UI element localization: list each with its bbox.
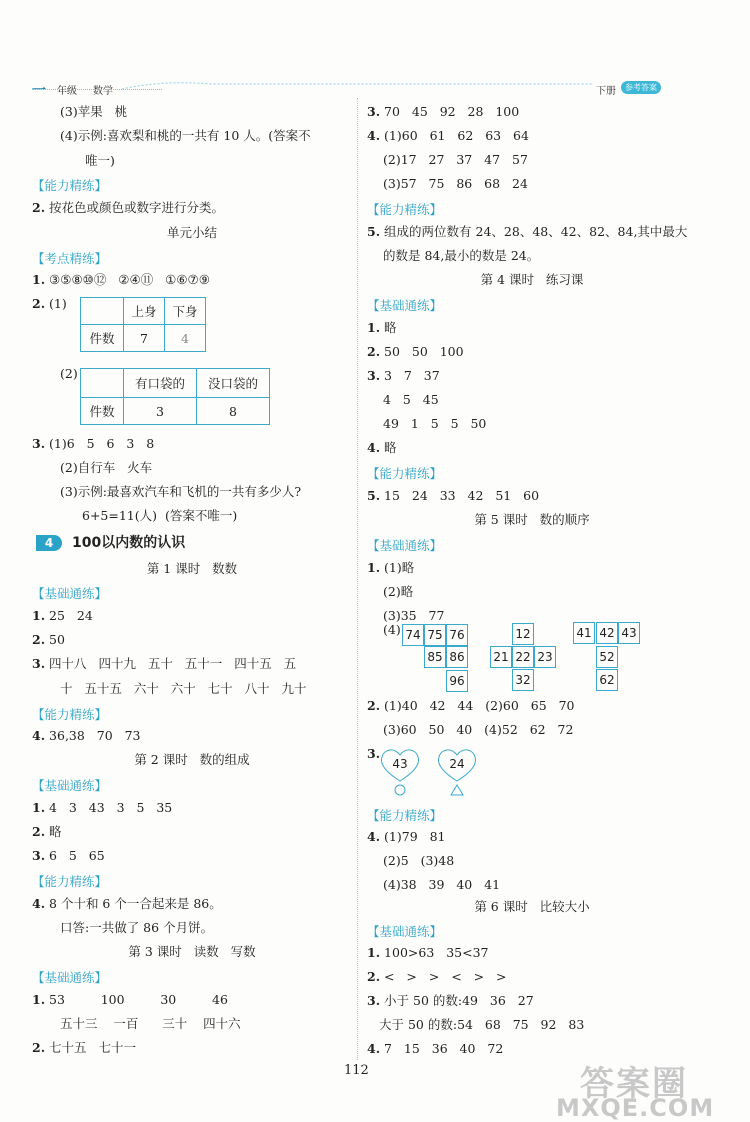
left-item: 4. 8 个十和 6 个一合起来是 86。 bbox=[32, 896, 222, 911]
left-item: 2. 略 bbox=[32, 824, 62, 839]
watermark-url: MXQE.COM bbox=[556, 1094, 715, 1122]
section-heading: 【能力精练】 bbox=[32, 874, 108, 889]
right-item: 1. (1)略 bbox=[367, 560, 415, 575]
unit-heading bbox=[36, 532, 185, 552]
table-header: 有口袋的 bbox=[124, 369, 197, 398]
lesson-title: 第 3 课时 读数 写数 bbox=[128, 944, 256, 959]
table-header: 没口袋的 bbox=[197, 369, 270, 398]
table-cell bbox=[81, 298, 124, 325]
number-grid-cell: 74 bbox=[402, 624, 424, 646]
table-header: 下身 bbox=[165, 298, 206, 325]
left-line-3: 唯一) bbox=[85, 153, 115, 168]
watermark-logo: 答案圈 bbox=[580, 1064, 688, 1104]
number-grid-cell: 85 bbox=[424, 646, 446, 668]
left-item: 2. 50 bbox=[32, 632, 65, 647]
right-item: 2. (1)40 42 44 (2)60 65 70 bbox=[367, 698, 575, 713]
left-item: 4. 36,38 70 73 bbox=[32, 728, 141, 743]
right-item: 2. < > > < > > bbox=[367, 969, 507, 984]
left-line: (2)自行车 火车 bbox=[60, 460, 153, 475]
left-line-1: (3)苹果 桃 bbox=[60, 104, 128, 119]
heart-number: 43 bbox=[392, 757, 408, 771]
unit-title: 100以内数的认识 bbox=[71, 535, 186, 551]
table-header: 上身 bbox=[124, 298, 165, 325]
right-item: 5. 15 24 33 42 51 60 bbox=[367, 488, 540, 503]
left-item: 3. 四十八 四十九 五十 五十一 四十五 五 bbox=[32, 656, 297, 671]
left-item: 2. 七十五 七十一 bbox=[32, 1040, 136, 1055]
left-line: (3)示例:最喜欢汽车和飞机的一共有多少人? bbox=[60, 484, 302, 499]
unit-summary-title: 单元小结 bbox=[166, 225, 217, 240]
lesson-title: 第 5 课时 数的顺序 bbox=[474, 512, 590, 527]
number-grid-cell: 32 bbox=[512, 669, 534, 691]
right-item-number: 3. bbox=[367, 746, 381, 761]
table-row-label: 件数 bbox=[81, 325, 124, 352]
right-item: 4. 7 15 36 40 72 bbox=[367, 1041, 504, 1056]
header-subject: 数学 bbox=[93, 86, 113, 97]
right-line: (3)60 50 40 (4)52 62 72 bbox=[383, 722, 574, 737]
number-grid-cell: 52 bbox=[596, 646, 618, 668]
table-cell bbox=[81, 369, 124, 398]
right-line: 49 1 5 5 50 bbox=[383, 416, 487, 431]
left-item: 3. (1)6 5 6 3 8 bbox=[32, 436, 155, 451]
header-grade-unit: 年级 bbox=[57, 86, 77, 97]
right-item: 5. 组成的两位数有 24、28、48、42、82、84,其中最大 bbox=[367, 224, 688, 239]
right-item: 3. 70 45 92 28 100 bbox=[367, 104, 520, 119]
heart-shape bbox=[437, 745, 477, 797]
left-line: 6+5=11(人) (答案不唯一) bbox=[82, 508, 238, 523]
left-item: 1. ③⑤⑧⑩⑫ ②④⑪ ①⑥⑦⑨ bbox=[32, 272, 210, 287]
left-item: 1. 25 24 bbox=[32, 608, 93, 623]
left-item: 1. 4 3 43 3 5 35 bbox=[32, 800, 173, 815]
number-grid-cell: 21 bbox=[490, 646, 512, 668]
number-grid-cell: 96 bbox=[446, 670, 468, 692]
right-line: (2)5 (3)48 bbox=[383, 853, 455, 868]
table-cell: 4 bbox=[165, 325, 206, 352]
left-line-2: (4)示例:喜欢梨和桃的一共有 10 人。(答案不 bbox=[60, 128, 311, 143]
left-item: 2. (1) bbox=[32, 296, 67, 311]
left-sub-label: (2) bbox=[60, 366, 78, 381]
right-line: (3)57 75 86 68 24 bbox=[383, 176, 528, 191]
header-grade: 一 bbox=[32, 83, 46, 99]
number-grid-cell: 42 bbox=[596, 622, 618, 644]
table-cell: 3 bbox=[124, 398, 197, 425]
table-cell: 8 bbox=[197, 398, 270, 425]
section-heading: 【能力精练】 bbox=[367, 202, 443, 217]
right-line: (4)38 39 40 41 bbox=[383, 877, 501, 892]
section-heading: 【基础通练】 bbox=[32, 778, 108, 793]
table-row-label: 件数 bbox=[81, 398, 124, 425]
section-heading: 【能力精练】 bbox=[32, 178, 108, 193]
section-heading: 【基础通练】 bbox=[367, 924, 443, 939]
left-item: 3. 6 5 65 bbox=[32, 848, 105, 863]
right-item: 4. (1)79 81 bbox=[367, 829, 446, 844]
right-line: 的数是 84,最小的数是 24。 bbox=[383, 248, 540, 263]
left-line: 口答:一共做了 86 个月饼。 bbox=[60, 920, 214, 935]
section-heading: 【能力精练】 bbox=[32, 707, 108, 722]
table-cell: 7 bbox=[124, 325, 165, 352]
number-grid-cell: 76 bbox=[446, 624, 468, 646]
section-heading: 【基础通练】 bbox=[32, 586, 108, 601]
left-item: 1. 53 100 30 46 bbox=[32, 992, 228, 1007]
lesson-title: 第 2 课时 数的组成 bbox=[134, 752, 250, 767]
lesson-title: 第 1 课时 数数 bbox=[146, 561, 238, 576]
left-item: 2. 按花色或颜色或数字进行分类。 bbox=[32, 200, 225, 215]
left-line: 十 五十五 六十 六十 七十 八十 九十 bbox=[60, 681, 307, 696]
number-grid-cell: 12 bbox=[512, 623, 534, 645]
section-heading: 【考点精练】 bbox=[32, 251, 108, 266]
left-line: 五十三 一百 三十 四十六 bbox=[60, 1016, 241, 1031]
section-heading: 【基础通练】 bbox=[32, 970, 108, 985]
section-heading: 【基础通练】 bbox=[367, 538, 443, 553]
right-item: 3. 小于 50 的数:49 36 27 bbox=[367, 993, 534, 1008]
lesson-title: 第 6 课时 比较大小 bbox=[474, 899, 590, 914]
section-heading: 【能力精练】 bbox=[367, 466, 443, 481]
number-grid-cell: 62 bbox=[596, 669, 618, 691]
right-line: (2)17 27 37 47 57 bbox=[383, 152, 528, 167]
right-item: 1. 100>63 35<37 bbox=[367, 945, 489, 960]
number-grid-cell: 43 bbox=[618, 622, 640, 644]
right-item: 3. 3 7 37 bbox=[367, 368, 440, 383]
column-divider bbox=[357, 98, 358, 1060]
pocket-table bbox=[80, 368, 270, 425]
clothes-table bbox=[80, 297, 206, 352]
right-line: 4 5 45 bbox=[383, 392, 439, 407]
right-item: 4. 略 bbox=[367, 440, 397, 455]
heart-shape bbox=[380, 745, 420, 797]
right-item: 2. 50 50 100 bbox=[367, 344, 464, 359]
section-heading: 【基础通练】 bbox=[367, 298, 443, 313]
number-grid-cell: 86 bbox=[446, 646, 468, 668]
page-number: 112 bbox=[344, 1063, 369, 1078]
right-line: (4) bbox=[383, 622, 401, 637]
number-grid-cell: 23 bbox=[534, 646, 556, 668]
unit-number-badge: 4 bbox=[36, 535, 62, 551]
right-item: 4. (1)60 61 62 63 64 bbox=[367, 128, 529, 143]
header-swoosh bbox=[122, 78, 602, 95]
right-line: (3)35 77 bbox=[383, 608, 445, 623]
number-grid-cell: 75 bbox=[424, 624, 446, 646]
lesson-title: 第 4 课时 练习课 bbox=[480, 272, 584, 287]
header-badge: 参考答案 bbox=[621, 81, 661, 94]
right-line: 大于 50 的数:54 68 75 92 83 bbox=[379, 1017, 585, 1032]
right-line: (2)略 bbox=[383, 584, 414, 599]
number-grid-cell: 41 bbox=[573, 622, 595, 644]
section-heading: 【能力精练】 bbox=[367, 808, 443, 823]
header-volume: 下册 bbox=[596, 86, 616, 97]
heart-number: 24 bbox=[449, 757, 465, 771]
right-item: 1. 略 bbox=[367, 320, 397, 335]
number-grid-cell: 22 bbox=[512, 646, 534, 668]
